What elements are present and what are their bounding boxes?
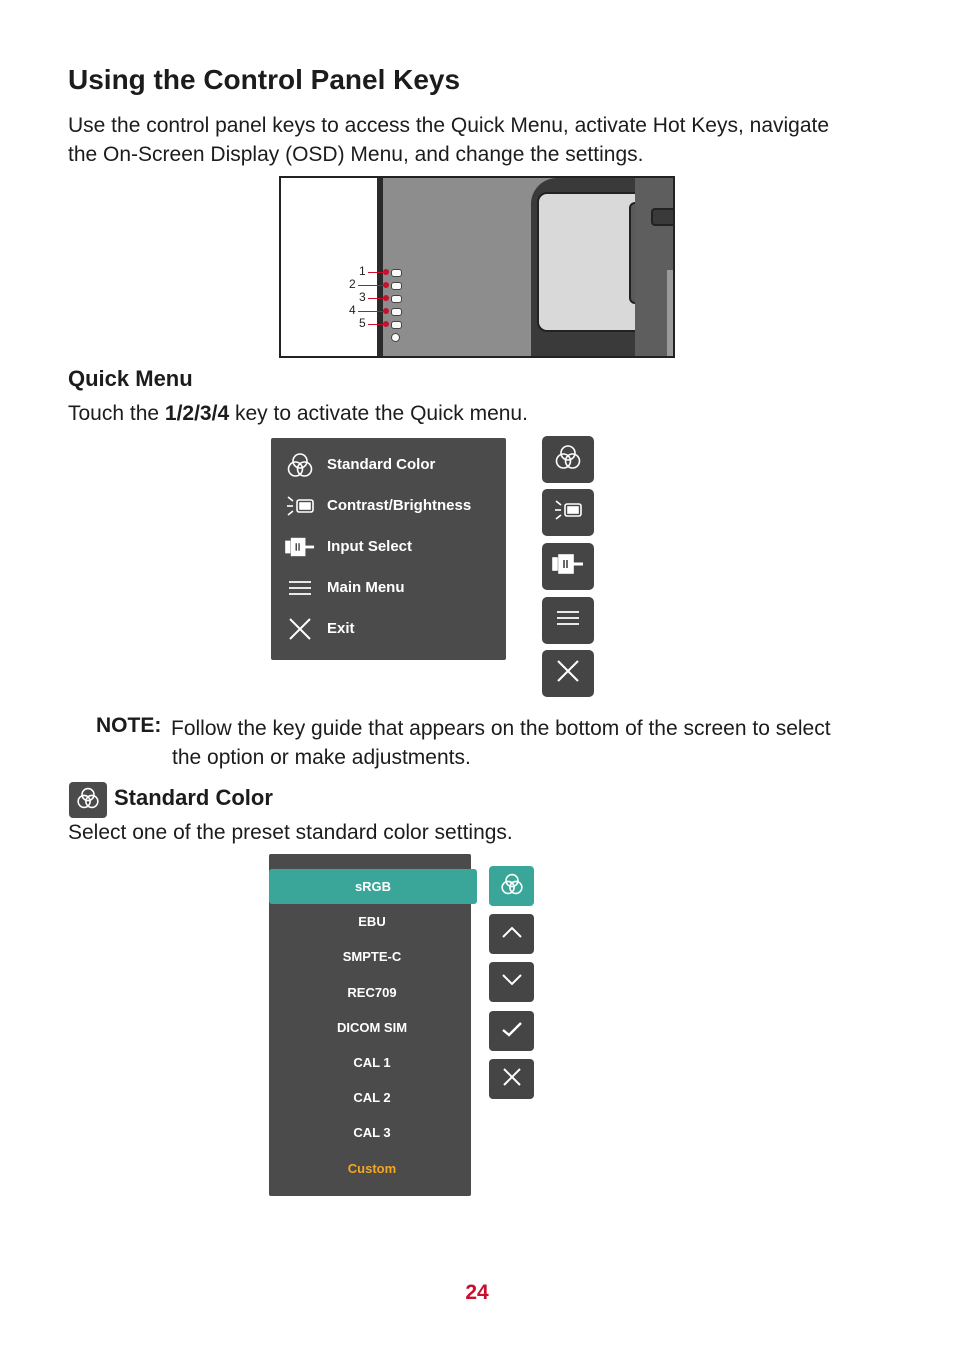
color-option-srgb[interactable]: sRGB	[269, 869, 477, 904]
hotkey-exit[interactable]	[542, 650, 594, 697]
panel-key-1[interactable]	[391, 269, 402, 277]
standard-color-osd	[269, 854, 471, 1196]
key-guide-exit[interactable]	[489, 1059, 534, 1099]
key-marker-5	[383, 321, 389, 327]
hotkey-main-menu[interactable]	[542, 597, 594, 644]
power-key[interactable]	[391, 333, 400, 342]
note-line-1: Follow the key guide that appears on the bottom of the screen to select	[171, 717, 831, 740]
monitor-latch	[651, 208, 675, 226]
key-pointer-2	[358, 285, 386, 286]
color-option-rec709[interactable]: REC709	[347, 985, 397, 1000]
intro-line-2: the On-Screen Display (OSD) Menu, and change the settings.	[68, 143, 644, 166]
color-circles-icon	[76, 786, 100, 815]
standard-color-heading: Standard Color	[114, 785, 273, 810]
intro-line-1: Use the control panel keys to access the Quick Menu, activate Hot Keys, navigate	[68, 114, 830, 137]
panel-key-3[interactable]	[391, 295, 402, 303]
color-circles-icon	[500, 872, 524, 901]
monitor-stand-edge	[667, 270, 675, 358]
menu-lines-icon	[556, 609, 580, 632]
note-label: NOTE:	[96, 714, 162, 737]
quick-menu-heading: Quick Menu	[68, 366, 193, 391]
quick-menu-item-exit[interactable]: Exit	[271, 608, 506, 649]
key-marker-4	[383, 308, 389, 314]
hotkey-contrast-brightness[interactable]	[542, 489, 594, 536]
color-option-cal-3[interactable]: CAL 3	[353, 1125, 391, 1140]
input-select-icon	[552, 553, 584, 580]
color-option-ebu[interactable]: EBU	[358, 914, 386, 929]
menu-lines-icon	[285, 573, 315, 603]
key-label-3: 3	[359, 290, 366, 304]
panel-key-4[interactable]	[391, 308, 402, 316]
quick-menu-osd	[271, 438, 506, 660]
hotkey-input-select[interactable]	[542, 543, 594, 590]
page-title: Using the Control Panel Keys	[68, 64, 461, 95]
quick-menu-item-standard-color[interactable]: Standard Color	[271, 444, 506, 485]
key-label-5: 5	[359, 316, 366, 330]
checkmark-icon	[501, 1021, 523, 1042]
color-option-cal-2[interactable]: CAL 2	[353, 1090, 391, 1105]
key-label-2: 2	[349, 277, 356, 291]
contrast-brightness-icon	[553, 497, 583, 528]
monitor-bezel-edge	[377, 178, 383, 358]
key-marker-2	[383, 282, 389, 288]
control-panel-figure	[279, 176, 675, 358]
panel-key-2[interactable]	[391, 282, 402, 290]
standard-color-description: Select one of the preset standard color settings.	[68, 821, 513, 844]
color-option-custom[interactable]: Custom	[347, 1161, 397, 1176]
color-option-smpte-c[interactable]: SMPTE-C	[342, 949, 402, 964]
key-guide-down[interactable]	[489, 962, 534, 1002]
chevron-up-icon	[501, 925, 523, 944]
close-icon	[556, 659, 580, 688]
page-number: 24	[465, 1281, 489, 1304]
color-option-cal-1[interactable]: CAL 1	[353, 1055, 391, 1070]
key-label-4: 4	[349, 303, 356, 317]
panel-key-5[interactable]	[391, 321, 402, 329]
color-circles-icon	[554, 443, 582, 476]
color-circles-icon	[285, 450, 315, 480]
key-guide-standard-color[interactable]	[489, 866, 534, 906]
close-icon	[502, 1067, 522, 1092]
quick-menu-item-input-select[interactable]: Input Select	[271, 526, 506, 567]
input-select-icon	[285, 532, 315, 562]
key-guide-up[interactable]	[489, 914, 534, 954]
hotkey-standard-color[interactable]	[542, 436, 594, 483]
quick-menu-item-contrast-brightness[interactable]: Contrast/Brightness	[271, 485, 506, 526]
chevron-down-icon	[501, 973, 523, 992]
quick-menu-instruction: Touch the 1/2/3/4 key to activate the Quick menu.	[68, 402, 528, 425]
key-guide-confirm[interactable]	[489, 1011, 534, 1051]
key-label-1: 1	[359, 264, 366, 278]
close-icon	[285, 614, 315, 644]
key-marker-1	[383, 269, 389, 275]
key-pointer-4	[358, 311, 386, 312]
contrast-brightness-icon	[285, 491, 315, 521]
key-marker-3	[383, 295, 389, 301]
color-option-dicom-sim[interactable]: DICOM SIM	[336, 1020, 408, 1035]
note-line-2: the option or make adjustments.	[172, 746, 471, 769]
standard-color-heading-icon	[69, 782, 107, 818]
quick-menu-item-main-menu[interactable]: Main Menu	[271, 567, 506, 608]
